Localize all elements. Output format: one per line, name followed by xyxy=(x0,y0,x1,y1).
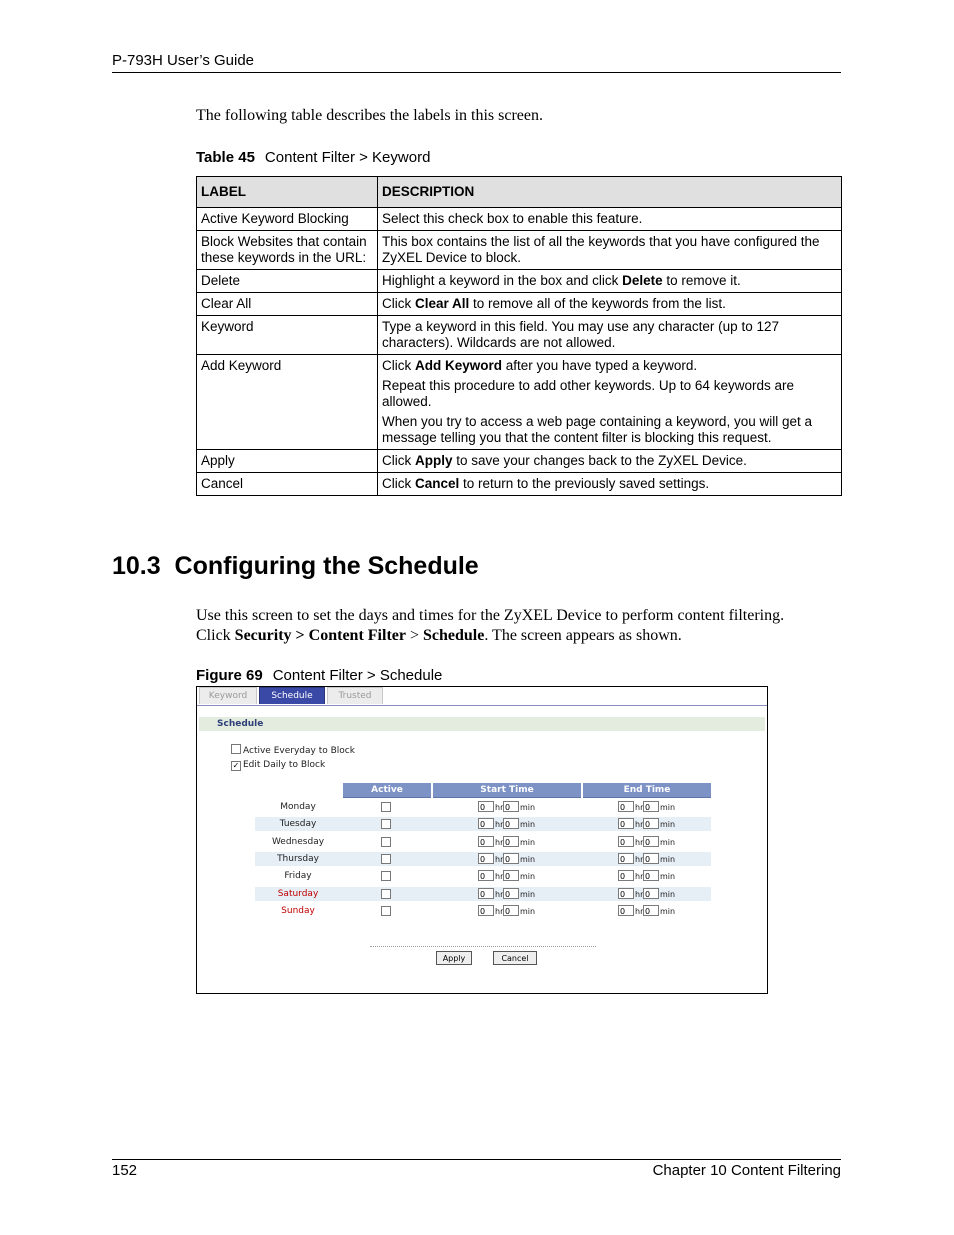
row-label: Clear All xyxy=(197,293,378,316)
active-checkbox[interactable] xyxy=(381,906,391,916)
hour-unit-label: hr xyxy=(495,837,504,847)
divider xyxy=(370,946,596,947)
active-everyday-option[interactable] xyxy=(231,744,355,757)
description-text: Click Apply to save your changes back to the ZyXEL Device. xyxy=(382,453,747,468)
minute-unit-label: min xyxy=(660,872,676,882)
end-hour-field[interactable]: 0 xyxy=(618,853,634,864)
section-paragraph xyxy=(196,606,846,646)
column-header-start-time: Start Time xyxy=(433,783,581,798)
row-label: Add Keyword xyxy=(197,355,378,450)
minute-unit-label: min xyxy=(660,854,676,864)
end-hour-field[interactable]: 0 xyxy=(618,818,634,829)
tab-bar xyxy=(197,687,767,706)
description-text: This box contains the list of all the keywords that you have configured the ZyXEL Device to block. xyxy=(382,234,820,265)
hour-unit-label: hr xyxy=(635,820,644,830)
end-minute-field[interactable]: 0 xyxy=(643,870,659,881)
day-label: Tuesday xyxy=(279,819,317,830)
active-everyday-checkbox[interactable] xyxy=(231,744,241,754)
figure-title: Content Filter > Schedule xyxy=(272,667,443,684)
table-row xyxy=(255,835,711,849)
active-checkbox[interactable] xyxy=(381,819,391,829)
hour-unit-label: hr xyxy=(495,872,504,882)
active-checkbox[interactable] xyxy=(381,871,391,881)
day-label: Sunday xyxy=(281,905,315,916)
row-description xyxy=(378,293,842,316)
paragraph-text: Use this screen to set the days and times for the ZyXEL Device to perform content filtering. xyxy=(196,607,785,624)
start-minute-field[interactable]: 0 xyxy=(503,818,519,829)
start-hour-field[interactable]: 0 xyxy=(478,836,494,847)
start-hour-field[interactable]: 0 xyxy=(478,888,494,899)
paragraph-text: Click xyxy=(196,627,231,644)
table-row xyxy=(255,800,711,814)
start-minute-field[interactable]: 0 xyxy=(503,801,519,812)
table-row xyxy=(255,817,711,831)
minute-unit-label: min xyxy=(660,803,676,812)
label-description-table xyxy=(196,176,842,496)
description-text: Select this check box to enable this feature. xyxy=(382,211,643,226)
end-hour-field[interactable]: 0 xyxy=(618,836,634,847)
end-minute-field[interactable]: 0 xyxy=(643,818,659,829)
hour-unit-label: hr xyxy=(495,803,504,812)
tab-schedule[interactable]: Schedule xyxy=(259,687,325,704)
end-minute-field[interactable]: 0 xyxy=(643,836,659,847)
minute-unit-label: min xyxy=(520,803,536,812)
row-description xyxy=(378,450,842,473)
end-minute-field[interactable]: 0 xyxy=(643,905,659,916)
table-row xyxy=(197,355,842,450)
hour-unit-label: hr xyxy=(635,854,644,864)
row-description xyxy=(378,316,842,355)
cancel-button[interactable]: Cancel xyxy=(493,951,537,965)
end-minute-field[interactable]: 0 xyxy=(643,853,659,864)
table-row xyxy=(197,316,842,355)
tab-trusted[interactable]: Trusted xyxy=(327,687,383,704)
minute-unit-label: min xyxy=(660,889,676,899)
chapter-title: Chapter 10 Content Filtering xyxy=(652,1162,841,1179)
row-description xyxy=(378,208,842,231)
row-label: Apply xyxy=(197,450,378,473)
table-row xyxy=(197,450,842,473)
row-description xyxy=(378,231,842,270)
table-row xyxy=(255,852,711,866)
menu-path: Security > Content Filter xyxy=(234,627,406,644)
active-checkbox[interactable] xyxy=(381,854,391,864)
intro-text: The following table describes the labels in this screen. xyxy=(196,107,544,124)
description-text: Click Clear All to remove all of the keywords from the list. xyxy=(382,296,726,311)
column-header-description: DESCRIPTION xyxy=(378,177,842,208)
row-label: Delete xyxy=(197,270,378,293)
hour-unit-label: hr xyxy=(495,889,504,899)
hour-unit-label: hr xyxy=(495,906,504,916)
table-title: Content Filter > Keyword xyxy=(264,149,431,166)
apply-button[interactable]: Apply xyxy=(436,951,472,965)
start-hour-field[interactable]: 0 xyxy=(478,870,494,881)
row-label: Cancel xyxy=(197,473,378,496)
minute-unit-label: min xyxy=(520,906,536,916)
table-row xyxy=(197,231,842,270)
table-row xyxy=(197,270,842,293)
header-rule xyxy=(112,72,841,73)
option-label: Active Everyday to Block xyxy=(243,746,355,756)
end-minute-field[interactable]: 0 xyxy=(643,801,659,812)
column-header-label: LABEL xyxy=(197,177,378,208)
description-text: Click Cancel to return to the previously saved settings. xyxy=(382,476,710,491)
start-minute-field[interactable]: 0 xyxy=(503,905,519,916)
schedule-section-title: Schedule xyxy=(199,717,765,731)
table-row xyxy=(197,208,842,231)
minute-unit-label: min xyxy=(660,820,676,830)
minute-unit-label: min xyxy=(660,906,676,916)
minute-unit-label: min xyxy=(660,837,676,847)
table-number: Table 45 xyxy=(196,149,255,166)
description-text: Highlight a keyword in the box and click Delete to remove it. xyxy=(382,273,741,288)
edit-daily-option[interactable] xyxy=(231,759,325,771)
start-hour-field[interactable]: 0 xyxy=(478,853,494,864)
hour-unit-label: hr xyxy=(635,837,644,847)
start-hour-field[interactable]: 0 xyxy=(478,801,494,812)
tab-keyword[interactable]: Keyword xyxy=(199,687,257,704)
row-label: Keyword xyxy=(197,316,378,355)
footer-rule xyxy=(112,1159,841,1160)
hour-unit-label: hr xyxy=(635,889,644,899)
hour-unit-label: hr xyxy=(635,872,644,882)
description-text: Click Add Keyword after you have typed a keyword. xyxy=(382,358,698,373)
description-text: When you try to access a web page containing a keyword, you will get a message telling you that the content filter is blocking this request. xyxy=(382,414,812,445)
page-number: 152 xyxy=(112,1162,138,1179)
option-label: Edit Daily to Block xyxy=(243,760,326,770)
day-label: Thursday xyxy=(277,853,319,864)
table-row xyxy=(197,473,842,496)
figure-number: Figure 69 xyxy=(196,667,263,684)
row-description xyxy=(378,355,842,450)
table-row xyxy=(255,887,711,901)
table-row xyxy=(255,869,711,883)
start-hour-field[interactable]: 0 xyxy=(478,905,494,916)
table-row xyxy=(197,293,842,316)
hour-unit-label: hr xyxy=(635,906,644,916)
column-header-active: Active xyxy=(343,783,431,798)
day-label: Monday xyxy=(280,802,316,812)
row-label: Block Websites that contain these keywords in the URL: xyxy=(197,231,378,270)
description-text: Repeat this procedure to add other keywords. Up to 64 keywords are allowed. xyxy=(382,378,794,409)
day-label: Friday xyxy=(284,871,312,882)
end-hour-field[interactable]: 0 xyxy=(618,801,634,812)
active-checkbox[interactable] xyxy=(381,837,391,847)
day-label: Wednesday xyxy=(271,836,325,847)
table-caption xyxy=(196,149,430,166)
paragraph-text: > xyxy=(409,627,419,644)
figure-caption xyxy=(196,667,442,684)
minute-unit-label: min xyxy=(520,837,536,847)
running-header-title: P-793H User’s Guide xyxy=(112,52,255,69)
day-label: Saturday xyxy=(277,888,319,899)
end-hour-field[interactable]: 0 xyxy=(618,888,634,899)
row-description xyxy=(378,270,842,293)
end-hour-field[interactable]: 0 xyxy=(618,905,634,916)
row-description xyxy=(378,473,842,496)
menu-path: Schedule xyxy=(423,627,485,644)
hour-unit-label: hr xyxy=(495,854,504,864)
end-hour-field[interactable]: 0 xyxy=(618,870,634,881)
row-label: Active Keyword Blocking xyxy=(197,208,378,231)
start-minute-field[interactable]: 0 xyxy=(503,888,519,899)
description-text: Type a keyword in this field. You may use any character (up to 127 characters). Wildcards are not allowed. xyxy=(382,319,779,350)
table-row xyxy=(255,904,711,918)
paragraph-text: . The screen appears as shown. xyxy=(484,627,682,644)
hour-unit-label: hr xyxy=(635,803,644,812)
hour-unit-label: hr xyxy=(495,820,504,830)
schedule-screenshot xyxy=(196,686,768,994)
section-heading: 10.3 Configuring the Schedule xyxy=(112,552,479,580)
edit-daily-checkbox[interactable]: ✓ xyxy=(232,761,240,770)
end-minute-field[interactable]: 0 xyxy=(643,888,659,899)
start-minute-field[interactable]: 0 xyxy=(503,870,519,881)
start-hour-field[interactable]: 0 xyxy=(478,818,494,829)
column-header-end-time: End Time xyxy=(583,783,711,798)
minute-unit-label: min xyxy=(520,854,536,864)
start-minute-field[interactable]: 0 xyxy=(503,836,519,847)
minute-unit-label: min xyxy=(520,889,536,899)
start-minute-field[interactable]: 0 xyxy=(503,853,519,864)
active-checkbox[interactable] xyxy=(381,889,391,899)
active-checkbox[interactable] xyxy=(381,802,391,812)
minute-unit-label: min xyxy=(520,872,536,882)
minute-unit-label: min xyxy=(520,820,536,830)
